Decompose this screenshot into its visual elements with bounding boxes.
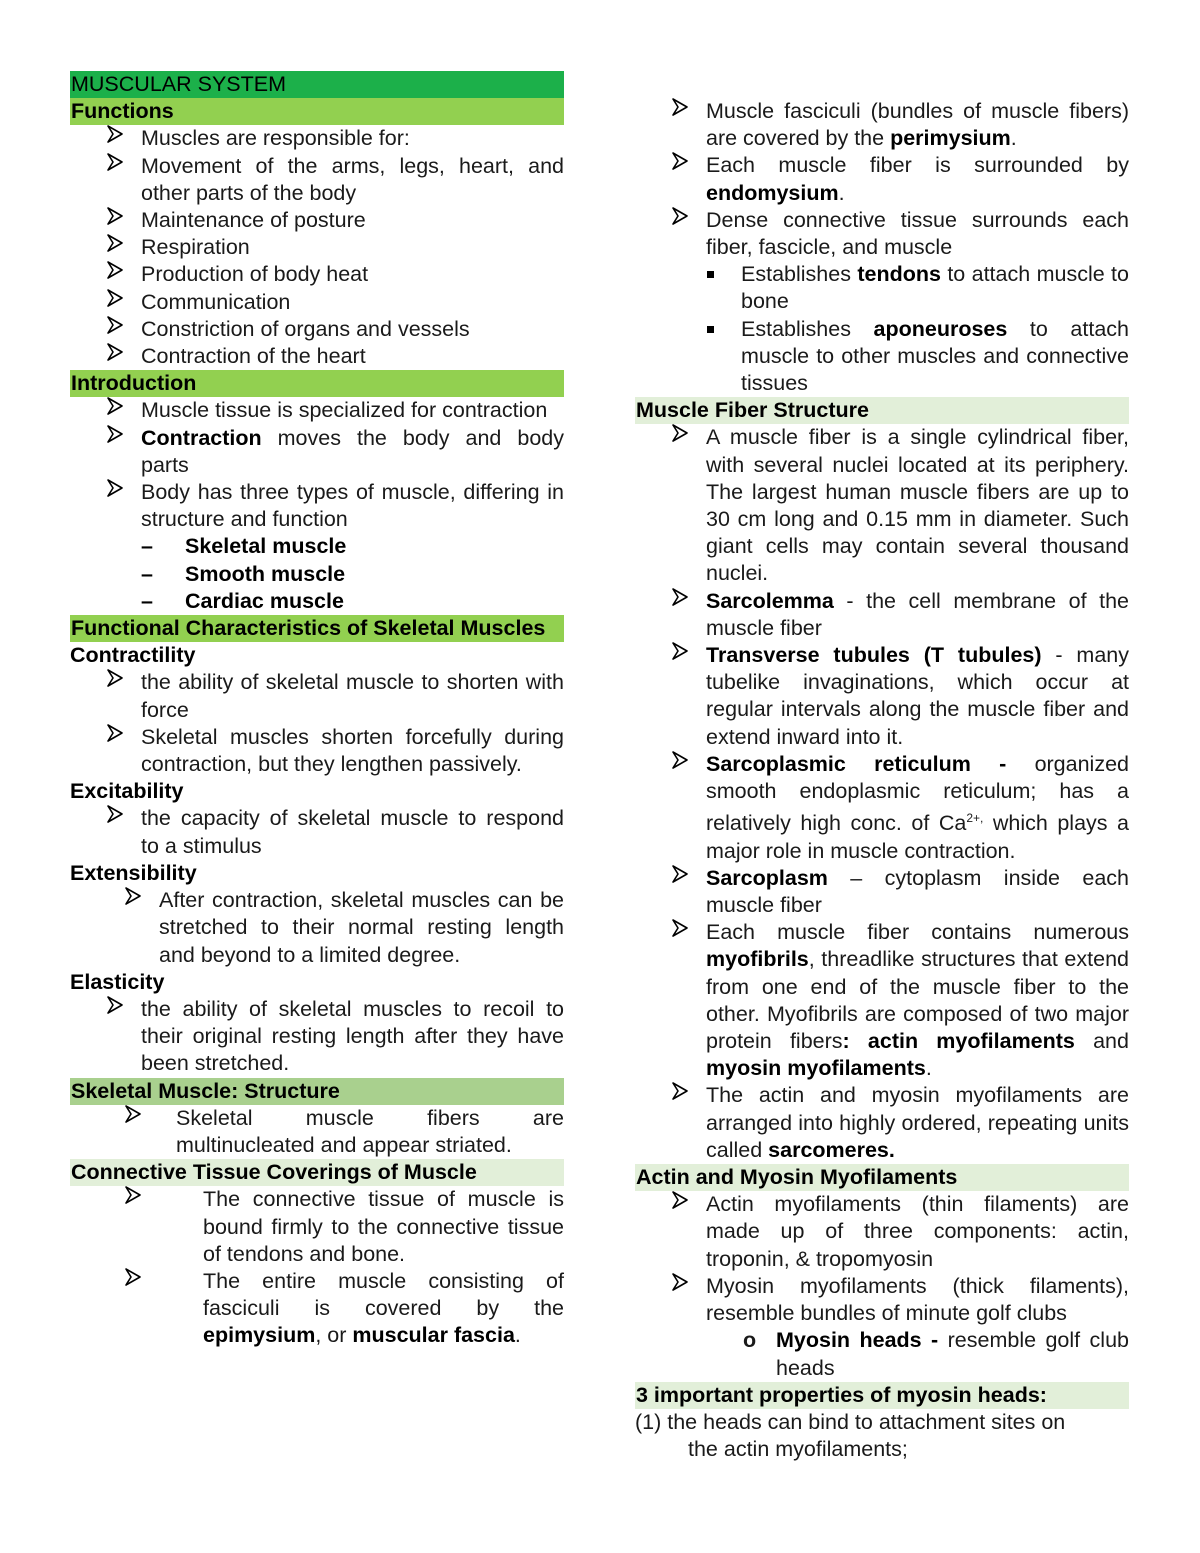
arrowhead-bullet-icon xyxy=(672,152,688,170)
coverings-heading: Connective Tissue Coverings of Muscle xyxy=(70,1159,564,1186)
sub-list-item: o Myosin heads - resemble golf club heads xyxy=(743,1328,1129,1380)
arrowhead-bullet-icon xyxy=(107,479,123,497)
list-item: Production of body heat xyxy=(70,261,564,288)
list-item: Myosin myofilaments (thick filaments), resemble bundles of minute golf clubs xyxy=(635,1273,1129,1327)
numbered-item: (1) the heads can bind to attachment sites on xyxy=(635,1409,1066,1434)
square-bullet-icon xyxy=(707,271,714,278)
list-item: Each muscle fiber is surrounded by endomysium. xyxy=(635,152,1129,206)
arrowhead-bullet-icon xyxy=(672,919,688,937)
muscle-type-item: – Skeletal muscle xyxy=(70,533,564,560)
arrowhead-bullet-icon xyxy=(107,425,123,443)
list-item: Skeletal muscles shorten forcefully during contraction, but they lengthen passively. xyxy=(70,724,564,778)
list-item: Contraction of the heart xyxy=(70,343,564,370)
list-item: Communication xyxy=(70,289,564,316)
arrowhead-bullet-icon xyxy=(672,588,688,606)
list-item: Maintenance of posture xyxy=(70,207,564,234)
arrowhead-bullet-icon xyxy=(107,996,123,1014)
arrowhead-bullet-icon xyxy=(107,289,123,307)
list-item: Respiration xyxy=(70,234,564,261)
arrowhead-bullet-icon xyxy=(125,1186,141,1204)
list-item: Transverse tubules (T tubules) - many tubelike invaginations, which occur at regular intervals along the muscle fiber and extend inward into it. xyxy=(635,642,1129,751)
list-item: Sarcolemma - the cell membrane of the muscle fiber xyxy=(635,588,1129,642)
list-item: Sarcoplasmic reticulum - organized smooth endoplasmic reticulum; has a relatively high conc. of $Ca^{2+,}$ which plays a major role in muscle contraction. xyxy=(635,751,1129,865)
list-item: The actin and myosin myofilaments are arranged into highly ordered, repeating units called sarcomeres. xyxy=(635,1082,1129,1164)
arrowhead-bullet-icon xyxy=(672,98,688,116)
list-item: The entire muscle consisting of fasciculi is covered by the epimysium, or muscular fascia. xyxy=(70,1268,564,1350)
dash-bullet: – xyxy=(141,561,153,586)
list-item: A muscle fiber is a single cylindrical fiber, with several nuclei located at its periphery. The largest human muscle fibers are up to 30 cm long and 0.15 mm in diameter. Such giant cells may contain several thousand nuclei. xyxy=(635,424,1129,587)
arrowhead-bullet-icon xyxy=(672,424,688,442)
list-item: the capacity of skeletal muscle to respond to a stimulus xyxy=(70,805,564,859)
arrowhead-bullet-icon xyxy=(107,724,123,742)
list-item: Constriction of organs and vessels xyxy=(70,316,564,343)
list-item: Sarcoplasm – cytoplasm inside each muscle fiber xyxy=(635,865,1129,919)
list-item: Contraction moves the body and body parts xyxy=(70,425,564,479)
circle-bullet-icon: o xyxy=(743,1328,757,1353)
list-item: Muscle fasciculi (bundles of muscle fibers) are covered by the perimysium. xyxy=(635,98,1129,152)
excitability-label: Excitability xyxy=(70,779,184,804)
list-item: Movement of the arms, legs, heart, and other parts of the body xyxy=(70,153,564,207)
arrowhead-bullet-icon xyxy=(672,751,688,769)
list-item: the ability of skeletal muscles to recoil to their original resting length after they have been stretched. xyxy=(70,996,564,1078)
actin-myosin-heading: Actin and Myosin Myofilaments xyxy=(635,1164,1129,1191)
sub-list-item: Establishes aponeuroses to attach muscle to other muscles and connective tissues xyxy=(635,316,1129,398)
muscle-type-item: – Cardiac muscle xyxy=(70,588,564,615)
list-item: Muscle tissue is specialized for contraction xyxy=(70,397,564,424)
sub-list-item: Establishes tendons to attach muscle to bone xyxy=(635,261,1129,315)
list-item: After contraction, skeletal muscles can be stretched to their normal resting length and beyond to a limited degree. xyxy=(70,887,564,969)
arrowhead-bullet-icon xyxy=(107,805,123,823)
right-column xyxy=(635,98,1129,1463)
list-item: Body has three types of muscle, differing in structure and function xyxy=(70,479,564,533)
arrowhead-bullet-icon xyxy=(107,153,123,171)
arrowhead-bullet-icon xyxy=(125,1105,141,1123)
fiber-structure-heading: Muscle Fiber Structure xyxy=(635,397,1129,424)
arrowhead-bullet-icon xyxy=(672,1191,688,1209)
list-item: the ability of skeletal muscle to shorten with force xyxy=(70,669,564,723)
square-bullet-icon xyxy=(707,326,714,333)
arrowhead-bullet-icon xyxy=(672,1082,688,1100)
arrowhead-bullet-icon xyxy=(107,207,123,225)
list-item: The connective tissue of muscle is bound firmly to the connective tissue of tendons and bone. xyxy=(70,1186,564,1268)
contractility-label: Contractility xyxy=(70,643,196,668)
arrowhead-bullet-icon xyxy=(672,207,688,225)
arrowhead-bullet-icon xyxy=(107,125,123,143)
arrowhead-bullet-icon xyxy=(672,1273,688,1291)
numbered-item-continuation: the actin myofilaments; xyxy=(688,1437,908,1462)
introduction-heading: Introduction xyxy=(70,370,564,397)
arrowhead-bullet-icon xyxy=(125,1268,141,1286)
document-title: MUSCULAR SYSTEM xyxy=(70,71,564,98)
list-item: Skeletal muscle fibers are multinucleated and appear striated. xyxy=(70,1105,564,1159)
list-item: Muscles are responsible for: xyxy=(70,125,564,152)
arrowhead-bullet-icon xyxy=(107,316,123,334)
left-column xyxy=(70,71,564,1350)
muscle-type-item: – Smooth muscle xyxy=(70,561,564,588)
arrowhead-bullet-icon xyxy=(125,887,141,905)
arrowhead-bullet-icon xyxy=(107,234,123,252)
list-item: Actin myofilaments (thin filaments) are made up of three components: actin, troponin, & tropomyosin xyxy=(635,1191,1129,1273)
elasticity-label: Elasticity xyxy=(70,969,165,994)
arrowhead-bullet-icon xyxy=(672,865,688,883)
arrowhead-bullet-icon xyxy=(672,642,688,660)
functional-characteristics-heading: Functional Characteristics of Skeletal Muscles xyxy=(70,615,564,642)
arrowhead-bullet-icon xyxy=(107,261,123,279)
dash-bullet: – xyxy=(141,534,153,559)
dash-bullet: – xyxy=(141,588,153,613)
list-item: Each muscle fiber contains numerous myofibrils, threadlike structures that extend from one end of the muscle fiber to the other. Myofibrils are composed of two major protein fibers: actin myofilaments and myosin myofilaments. xyxy=(635,919,1129,1082)
functions-heading: Functions xyxy=(70,98,564,125)
arrowhead-bullet-icon xyxy=(107,343,123,361)
arrowhead-bullet-icon xyxy=(107,397,123,415)
structure-heading: Skeletal Muscle: Structure xyxy=(70,1078,564,1105)
properties-heading: 3 important properties of myosin heads: xyxy=(635,1382,1129,1409)
list-item: Dense connective tissue surrounds each fiber, fascicle, and muscle xyxy=(635,207,1129,261)
extensibility-label: Extensibility xyxy=(70,860,197,885)
arrowhead-bullet-icon xyxy=(107,669,123,687)
